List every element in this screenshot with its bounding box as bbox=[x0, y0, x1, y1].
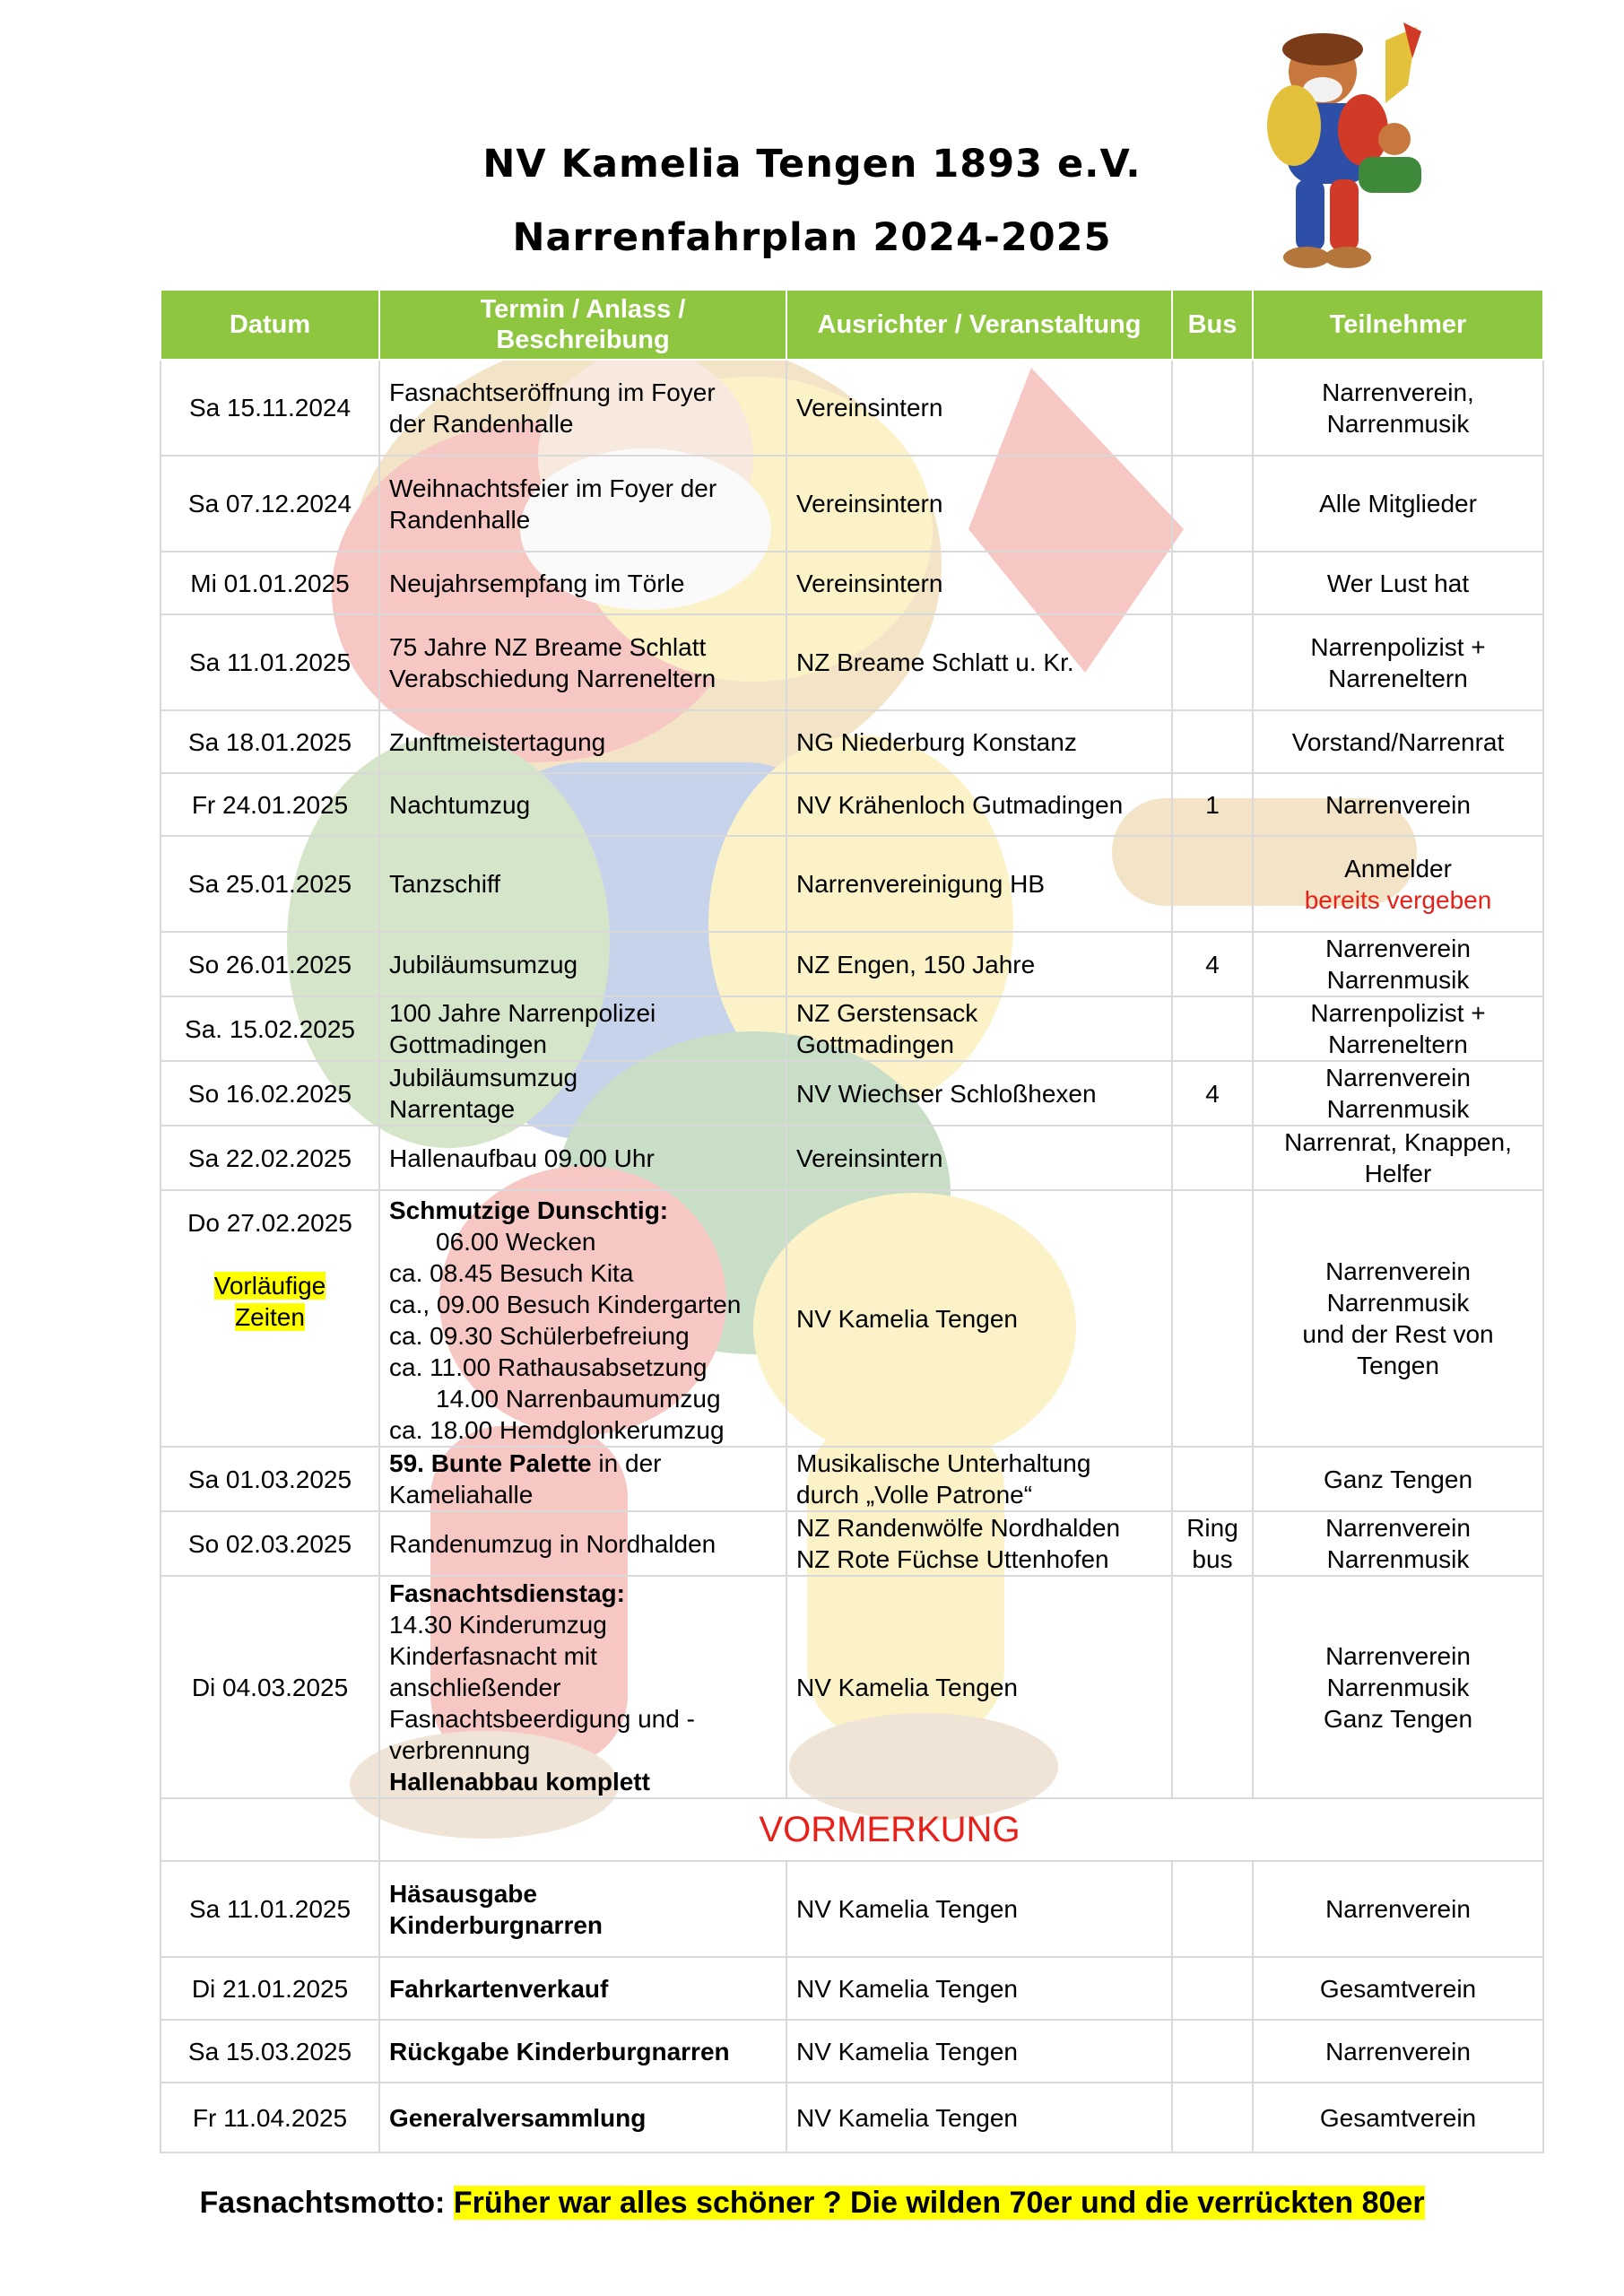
table-row bbox=[161, 2020, 1543, 2083]
cell-date: Sa 25.01.2025 bbox=[161, 836, 379, 932]
bus-line: Ring bbox=[1186, 1514, 1238, 1542]
cell-event bbox=[379, 1061, 786, 1126]
col-header-ausrichter: Ausrichter / Veranstaltung bbox=[786, 290, 1172, 360]
event-line: verbrennung bbox=[389, 1735, 531, 1764]
vormerkung-heading: VORMERKUNG bbox=[379, 1798, 1543, 1861]
cell-bus bbox=[1172, 552, 1253, 614]
table-row bbox=[161, 1511, 1543, 1576]
table-row bbox=[161, 614, 1543, 710]
col-header-datum: Datum bbox=[161, 290, 379, 360]
col-header-termin-line1: Termin / Anlass / bbox=[480, 295, 686, 324]
table-row bbox=[161, 1861, 1543, 1957]
event-line: Randenhalle bbox=[389, 505, 531, 534]
bus-line: bus bbox=[1192, 1545, 1233, 1573]
event-line: 06.00 Wecken bbox=[436, 1228, 596, 1256]
event-line: Fasnachtseröffnung im Foyer bbox=[389, 378, 716, 406]
cell-bus bbox=[1172, 1861, 1253, 1957]
participants-line: Narrenmusik bbox=[1326, 1545, 1470, 1573]
event-line: Gottmadingen bbox=[389, 1031, 547, 1058]
cell-event bbox=[379, 614, 786, 710]
cell-event: Neujahrsempfang im Törle bbox=[379, 552, 786, 614]
cell-participants: Narrenverein bbox=[1253, 2020, 1543, 2083]
cell-event: Hallenaufbau 09.00 Uhr bbox=[379, 1126, 786, 1190]
cell-bus bbox=[1172, 2083, 1253, 2152]
event-line: Verabschiedung Narreneltern bbox=[389, 664, 716, 692]
event-title: 59. Bunte Palette bbox=[389, 1449, 592, 1477]
table-row bbox=[161, 1190, 1543, 1447]
cell-date: Sa 07.12.2024 bbox=[161, 456, 379, 552]
cell-event bbox=[379, 1576, 786, 1798]
cell-date bbox=[161, 1190, 379, 1447]
table-row bbox=[161, 552, 1543, 614]
cell-participants: Vorstand/Narrenrat bbox=[1253, 710, 1543, 773]
cell-event bbox=[379, 1447, 786, 1511]
cell-organizer: NG Niederburg Konstanz bbox=[786, 710, 1172, 773]
table-row bbox=[161, 1126, 1543, 1190]
cell-bus bbox=[1172, 1447, 1253, 1511]
table-row bbox=[161, 1061, 1543, 1126]
cell-participants bbox=[1253, 932, 1543, 996]
cell-event bbox=[379, 360, 786, 456]
cell-event bbox=[379, 1861, 786, 1957]
table-row bbox=[161, 1447, 1543, 1511]
cell-bus bbox=[1172, 360, 1253, 456]
cell-bus bbox=[1172, 836, 1253, 932]
organizer-line: NZ Gerstensack bbox=[796, 999, 978, 1027]
cell-organizer bbox=[786, 1447, 1172, 1511]
cell-event: Fahrkartenverkauf bbox=[379, 1957, 786, 2020]
cell-participants bbox=[1253, 1511, 1543, 1576]
table-header-row bbox=[161, 290, 1543, 360]
cell-date: Di 21.01.2025 bbox=[161, 1957, 379, 2020]
organizer-line: Musikalische Unterhaltung bbox=[796, 1449, 1091, 1477]
cell-date: Mi 01.01.2025 bbox=[161, 552, 379, 614]
table-row bbox=[161, 996, 1543, 1061]
cell-organizer: Vereinsintern bbox=[786, 552, 1172, 614]
cell-organizer: Narrenvereinigung HB bbox=[786, 836, 1172, 932]
cell-event bbox=[379, 1190, 786, 1447]
cell-organizer: NV Krähenloch Gutmadingen bbox=[786, 773, 1172, 836]
table-row bbox=[161, 932, 1543, 996]
table-row bbox=[161, 836, 1543, 932]
cell-organizer: Vereinsintern bbox=[786, 1126, 1172, 1190]
event-line: ca. 09.30 Schülerbefreiung bbox=[389, 1322, 690, 1350]
col-header-teilnehmer: Teilnehmer bbox=[1253, 290, 1543, 360]
cell-participants: Alle Mitglieder bbox=[1253, 456, 1543, 552]
cell-participants bbox=[1253, 614, 1543, 710]
participants-line: Narrenmusik bbox=[1326, 409, 1470, 438]
cell-event bbox=[379, 456, 786, 552]
cell-bus: 4 bbox=[1172, 932, 1253, 996]
participants-line: Narreneltern bbox=[1328, 1031, 1468, 1058]
cell-event: Tanzschiff bbox=[379, 836, 786, 932]
event-heading: Fasnachtsdienstag: bbox=[389, 1578, 625, 1607]
cell-participants bbox=[1253, 1190, 1543, 1447]
cell-bus bbox=[1172, 710, 1253, 773]
cell-organizer: NZ Engen, 150 Jahre bbox=[786, 932, 1172, 996]
cell-participants bbox=[1253, 1061, 1543, 1126]
cell-date: Sa 11.01.2025 bbox=[161, 614, 379, 710]
event-line: 14.30 Kinderumzug bbox=[389, 1610, 607, 1639]
participants-line: Narrenmusik bbox=[1326, 1289, 1470, 1317]
cell-bus bbox=[1172, 1576, 1253, 1798]
organizer-line: Gottmadingen bbox=[796, 1031, 954, 1058]
event-line: Häsausgabe bbox=[389, 1879, 537, 1908]
cell-organizer: Vereinsintern bbox=[786, 360, 1172, 456]
table-row bbox=[161, 2083, 1543, 2152]
cell-organizer bbox=[786, 1511, 1172, 1576]
participants-line: Narrenverein, bbox=[1322, 378, 1474, 406]
table-row bbox=[161, 1957, 1543, 2020]
cell-bus bbox=[1172, 1126, 1253, 1190]
cell-participants bbox=[1253, 360, 1543, 456]
section-row-vormerkung bbox=[161, 1798, 1543, 1861]
participants-line: Narrenpolizist + bbox=[1310, 999, 1486, 1027]
cell-participants bbox=[1253, 996, 1543, 1061]
event-line: 75 Jahre NZ Breame Schlatt bbox=[389, 632, 707, 661]
schedule-table bbox=[160, 289, 1544, 2153]
event-line: ca. 18.00 Hemdglonkerumzug bbox=[389, 1416, 725, 1444]
event-line: Weihnachtsfeier im Foyer der bbox=[389, 474, 717, 502]
organizer-line: durch „Volle Patrone“ bbox=[796, 1481, 1033, 1509]
status-note: bereits vergeben bbox=[1304, 885, 1492, 914]
document-subtitle: Narrenfahrplan 2024-2025 bbox=[512, 215, 1112, 260]
motto-text: Früher war alles schöner ? Die wilden 70er und die verrückten 80er bbox=[453, 2186, 1425, 2220]
cell-participants: Narrenverein bbox=[1253, 773, 1543, 836]
cell-bus bbox=[1172, 2020, 1253, 2083]
participants-line: und der Rest von bbox=[1302, 1320, 1494, 1348]
participants-line: Narrenmusik bbox=[1326, 1673, 1470, 1701]
cell-date: Sa 15.03.2025 bbox=[161, 2020, 379, 2083]
participants-line: Narreneltern bbox=[1328, 664, 1468, 692]
cell-participants: Gesamtverein bbox=[1253, 1957, 1543, 2020]
cell-date: Fr 11.04.2025 bbox=[161, 2083, 379, 2152]
cell-event: Generalversammlung bbox=[379, 2083, 786, 2152]
cell-date: Sa 11.01.2025 bbox=[161, 1861, 379, 1957]
participants-line: Narrenpolizist + bbox=[1310, 632, 1486, 661]
provisional-times-note: Vorläufige bbox=[213, 1272, 326, 1300]
cell-date: Fr 24.01.2025 bbox=[161, 773, 379, 836]
cell-participants bbox=[1253, 1576, 1543, 1798]
cell-participants: Wer Lust hat bbox=[1253, 552, 1543, 614]
cell-date: So 16.02.2025 bbox=[161, 1061, 379, 1126]
event-line: Kinderburgnarren bbox=[389, 1910, 604, 1939]
cell-event: Jubiläumsumzug bbox=[379, 932, 786, 996]
participants-line: Narrenverein bbox=[1325, 935, 1471, 962]
cell-organizer: NV Kamelia Tengen bbox=[786, 1861, 1172, 1957]
cell-participants: Gesamtverein bbox=[1253, 2083, 1543, 2152]
cell-organizer: NV Kamelia Tengen bbox=[786, 2020, 1172, 2083]
motto-label: Fasnachtsmotto: bbox=[199, 2186, 446, 2220]
cell-event: Rückgabe Kinderburgnarren bbox=[379, 2020, 786, 2083]
cell-bus bbox=[1172, 996, 1253, 1061]
cell-event bbox=[379, 996, 786, 1061]
cell-organizer bbox=[786, 996, 1172, 1061]
participants-line: Narrenmusik bbox=[1326, 966, 1470, 994]
col-header-bus: Bus bbox=[1172, 290, 1253, 360]
carnival-motto bbox=[0, 2186, 1624, 2221]
cell-bus: 4 bbox=[1172, 1061, 1253, 1126]
event-line: Kinderfasnacht mit bbox=[389, 1641, 597, 1670]
event-line: Narrentage bbox=[389, 1095, 516, 1123]
cell-bus bbox=[1172, 456, 1253, 552]
event-line: ca. 08.45 Besuch Kita bbox=[389, 1259, 634, 1287]
cell-date: So 02.03.2025 bbox=[161, 1511, 379, 1576]
participants-line: Narrenverein bbox=[1325, 1514, 1471, 1542]
participants-line: Narrenverein bbox=[1325, 1641, 1471, 1670]
cell-bus bbox=[1172, 1190, 1253, 1447]
organizer-line: NZ Rote Füchse Uttenhofen bbox=[796, 1545, 1109, 1573]
event-line: ca. 11.00 Rathausabsetzung bbox=[389, 1353, 708, 1381]
event-line: 100 Jahre Narrenpolizei bbox=[389, 999, 656, 1027]
cell-bus bbox=[1172, 614, 1253, 710]
cell-organizer: NZ Breame Schlatt u. Kr. bbox=[786, 614, 1172, 710]
col-header-termin bbox=[379, 290, 786, 360]
cell-date: Sa 01.03.2025 bbox=[161, 1447, 379, 1511]
col-header-termin-line2: Beschreibung bbox=[496, 326, 670, 354]
event-line: 14.00 Narrenbaumumzug bbox=[436, 1385, 721, 1413]
provisional-times-note: Zeiten bbox=[235, 1303, 305, 1331]
cell-date: Sa. 15.02.2025 bbox=[161, 996, 379, 1061]
event-heading: Schmutzige Dunschtig: bbox=[389, 1196, 669, 1224]
cell-bus bbox=[1172, 1511, 1253, 1576]
cell-bus bbox=[1172, 1957, 1253, 2020]
cell-participants bbox=[1253, 836, 1543, 932]
cell-event: Zunftmeistertagung bbox=[379, 710, 786, 773]
event-line: anschließender bbox=[389, 1673, 561, 1701]
event-line: in der bbox=[591, 1449, 662, 1477]
organizer-line: NZ Randenwölfe Nordhalden bbox=[796, 1514, 1121, 1542]
cell-date: Sa 18.01.2025 bbox=[161, 710, 379, 773]
event-heading: Hallenabbau komplett bbox=[389, 1767, 650, 1796]
cell-event: Randenumzug in Nordhalden bbox=[379, 1511, 786, 1576]
participants-line: Narrenverein bbox=[1325, 1064, 1471, 1091]
cell-participants bbox=[1253, 1126, 1543, 1190]
participants-line: Anmelder bbox=[1344, 854, 1452, 883]
cell-organizer: NV Wiechser Schloßhexen bbox=[786, 1061, 1172, 1126]
cell-event: Nachtumzug bbox=[379, 773, 786, 836]
participants-line: Narrenmusik bbox=[1326, 1095, 1470, 1123]
participants-line: Tengen bbox=[1357, 1352, 1439, 1379]
event-line: Kameliahalle bbox=[389, 1481, 534, 1509]
table-row bbox=[161, 456, 1543, 552]
cell-empty bbox=[161, 1798, 379, 1861]
cell-participants: Ganz Tengen bbox=[1253, 1447, 1543, 1511]
cell-date: So 26.01.2025 bbox=[161, 932, 379, 996]
event-line: ca., 09.00 Besuch Kindergarten bbox=[389, 1291, 742, 1318]
participants-line: Ganz Tengen bbox=[1323, 1704, 1473, 1733]
cell-organizer: Vereinsintern bbox=[786, 456, 1172, 552]
cell-participants: Narrenverein bbox=[1253, 1861, 1543, 1957]
date-text: Do 27.02.2025 bbox=[187, 1209, 352, 1237]
cell-organizer: NV Kamelia Tengen bbox=[786, 1576, 1172, 1798]
cell-date: Sa 15.11.2024 bbox=[161, 360, 379, 456]
cell-organizer: NV Kamelia Tengen bbox=[786, 1190, 1172, 1447]
document-title: NV Kamelia Tengen 1893 e.V. bbox=[482, 142, 1142, 187]
cell-organizer: NV Kamelia Tengen bbox=[786, 2083, 1172, 2152]
table-row bbox=[161, 1576, 1543, 1798]
event-line: Fasnachtsbeerdigung und - bbox=[389, 1704, 695, 1733]
table-row bbox=[161, 773, 1543, 836]
participants-line: Helfer bbox=[1364, 1160, 1432, 1187]
cell-organizer: NV Kamelia Tengen bbox=[786, 1957, 1172, 2020]
cell-date: Sa 22.02.2025 bbox=[161, 1126, 379, 1190]
event-line: Jubiläumsumzug bbox=[389, 1064, 578, 1091]
participants-line: Narrenrat, Knappen, bbox=[1284, 1128, 1512, 1156]
cell-bus: 1 bbox=[1172, 773, 1253, 836]
table-row bbox=[161, 360, 1543, 456]
participants-line: Narrenverein bbox=[1325, 1257, 1471, 1285]
table-row bbox=[161, 710, 1543, 773]
event-line: der Randenhalle bbox=[389, 409, 574, 438]
cell-date: Di 04.03.2025 bbox=[161, 1576, 379, 1798]
